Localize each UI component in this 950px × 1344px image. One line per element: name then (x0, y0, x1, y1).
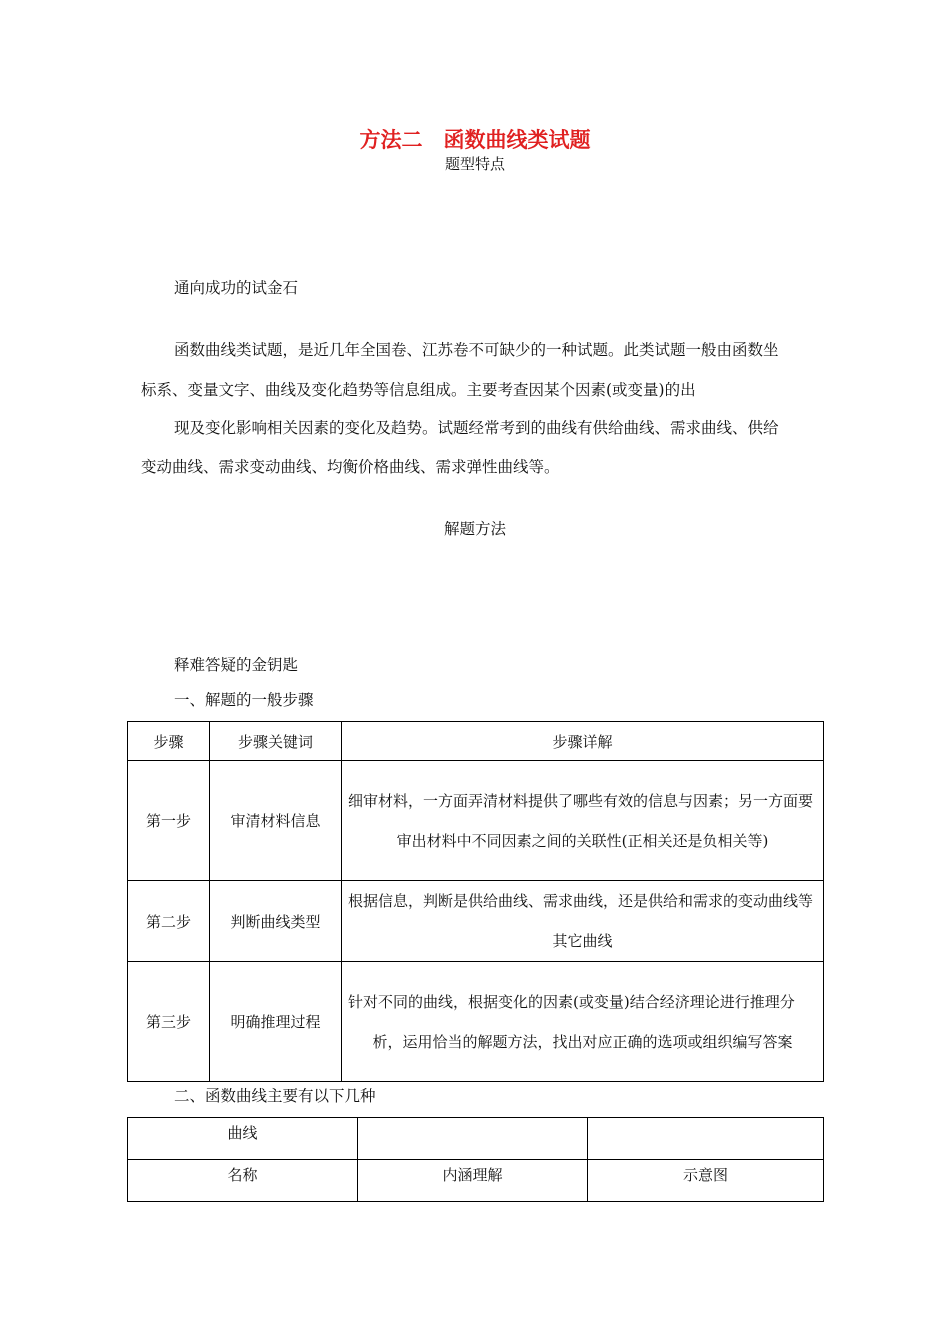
steps-table-header-row (128, 722, 824, 761)
intro-line-4: 变动曲线、需求变动曲线、均衡价格曲线、需求弹性曲线等。 (141, 458, 560, 476)
table-row (128, 1160, 824, 1202)
method-heading: 解题方法 (443, 520, 506, 538)
part1-heading: 一、解题的一般步骤 (174, 691, 314, 709)
diagram-header-cell: 示意图 (588, 1160, 824, 1202)
part2-heading: 二、函数曲线主要有以下几种 (174, 1087, 376, 1105)
keyword-cell: 审清材料信息 (210, 761, 342, 881)
table-row (128, 962, 824, 1082)
keyword-cell: 判断曲线类型 (210, 881, 342, 962)
empty-cell (358, 1118, 588, 1160)
curve-cell: 曲线 (128, 1118, 358, 1160)
step-cell: 第二步 (128, 881, 210, 962)
header-cell-step: 步骤 (128, 722, 210, 761)
intro-line-1: 函数曲线类试题，是近几年全国卷、江苏卷不可缺少的一种试题。此类试题一般由函数坐 (174, 341, 779, 359)
steps-table (127, 721, 824, 1082)
table-row (128, 1118, 824, 1160)
table-row (128, 881, 824, 962)
detail-text: 细审材料，一方面弄清材料提供了哪些有效的信息与因素；另一方面要审出材料中不同因素之间的关联性(正相关还是负相关等) (348, 791, 814, 850)
table-row (128, 761, 824, 881)
detail-text: 针对不同的曲线，根据变化的因素(或变量)结合经济理论进行推理分析，运用恰当的解题方法，找出对应正确的选项或组织编写答案 (348, 992, 795, 1051)
page-subtitle: 题型特点 (444, 155, 505, 173)
detail-cell (342, 962, 824, 1082)
meaning-header-cell: 内涵理解 (358, 1160, 588, 1202)
header-cell-keyword: 步骤关键词 (210, 722, 342, 761)
detail-cell (342, 761, 824, 881)
step-cell: 第一步 (128, 761, 210, 881)
header-cell-detail: 步骤详解 (342, 722, 824, 761)
detail-text: 根据信息，判断是供给曲线、需求曲线，还是供给和需求的变动曲线等其它曲线 (348, 892, 814, 950)
detail-cell (342, 881, 824, 962)
section-heading-golden-key: 释难答疑的金钥匙 (174, 656, 299, 674)
curves-table (127, 1117, 824, 1202)
intro-line-2: 标系、变量文字、曲线及变化趋势等信息组成。主要考查因某个因素(或变量)的出 (141, 381, 696, 399)
keyword-cell: 明确推理过程 (210, 962, 342, 1082)
empty-cell (588, 1118, 824, 1160)
page-title: 方法二 函数曲线类试题 (359, 128, 591, 152)
step-cell: 第三步 (128, 962, 210, 1082)
intro-line-3: 现及变化影响相关因素的变化及趋势。试题经常考到的曲线有供给曲线、需求曲线、供给 (174, 419, 779, 437)
name-header-cell: 名称 (128, 1160, 358, 1202)
section-heading-touchstone: 通向成功的试金石 (174, 279, 299, 297)
